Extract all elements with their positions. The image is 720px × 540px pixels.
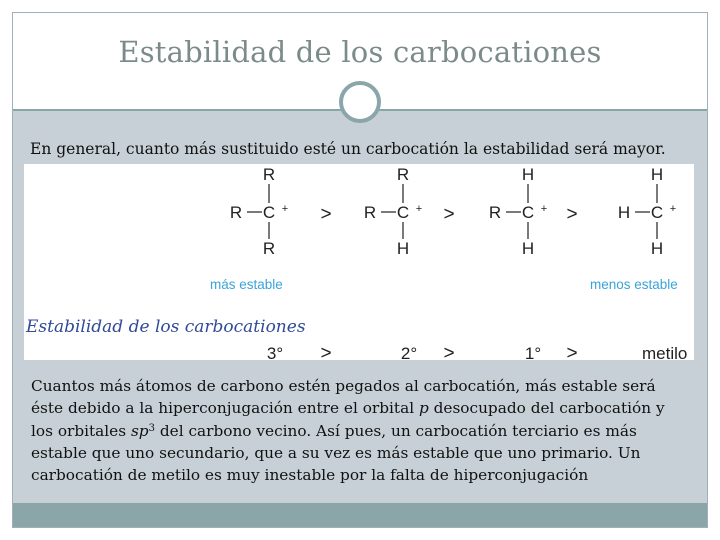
substituent-left: R xyxy=(363,203,377,222)
substituent-bottom: H xyxy=(396,239,410,258)
decorative-circle-icon xyxy=(339,81,381,123)
rank-label: 2° xyxy=(400,344,418,360)
greater-than-sign: > xyxy=(443,204,455,225)
positive-charge: + xyxy=(281,203,289,215)
body-paragraph xyxy=(31,375,691,486)
rank-label: metilo xyxy=(642,344,688,360)
carbon-atom: C xyxy=(650,203,664,222)
intro-text: En general, cuanto más sustituido esté un carbocatión la estabilidad será mayor. xyxy=(30,140,666,158)
carbon-atom: C xyxy=(396,203,410,222)
slide xyxy=(12,12,708,528)
orbital-sp: sp xyxy=(130,421,149,440)
orbital-p: p xyxy=(418,399,429,418)
greater-than-sign: > xyxy=(320,204,332,225)
body-text-2: desocupado del carbocatión y los orbitales xyxy=(31,399,665,440)
rank-greater-than-sign: > xyxy=(443,343,455,360)
greater-than-sign: > xyxy=(566,204,578,225)
substituent-left: R xyxy=(229,203,243,222)
substituent-left: H xyxy=(617,203,631,222)
positive-charge: + xyxy=(415,203,423,215)
substituent-top: H xyxy=(650,165,664,184)
body-text-1: Cuantos más átomos de carbono estén pegados al carbocatión, más estable será éste debido a la hiperconjugación entre el orbital xyxy=(31,377,656,418)
rank-greater-than-sign: > xyxy=(566,343,578,360)
substituent-bottom: R xyxy=(262,239,276,258)
label-most-stable: más estable xyxy=(210,277,283,292)
positive-charge: + xyxy=(669,203,677,215)
footer-bar xyxy=(13,503,707,527)
figure-caption: Estabilidad de los carbocationes xyxy=(26,317,306,337)
orbital-sp-exponent: 3 xyxy=(148,422,155,434)
substituent-bottom: H xyxy=(521,239,535,258)
substituent-top: H xyxy=(521,165,535,184)
body-text-3: del carbono vecino. Así pues, un carbocatión terciario es más estable que uno secundario, que a su vez es más estable que uno primario. Un carbocatión de metilo es muy inestable por la falta de hiperconjugación xyxy=(31,421,641,485)
substituent-top: R xyxy=(262,165,276,184)
rank-greater-than-sign: > xyxy=(320,343,332,360)
carbocation-diagram xyxy=(24,164,694,360)
rank-label: 3° xyxy=(266,344,284,360)
carbon-atom: C xyxy=(262,203,276,222)
substituent-top: R xyxy=(396,165,410,184)
substituent-bottom: H xyxy=(650,239,664,258)
rank-label: 1° xyxy=(524,344,542,360)
slide-title: Estabilidad de los carbocationes xyxy=(118,35,602,69)
carbocation-figure xyxy=(24,164,694,360)
carbon-atom: C xyxy=(521,203,535,222)
label-least-stable: menos estable xyxy=(590,277,678,292)
substituent-left: R xyxy=(488,203,502,222)
positive-charge: + xyxy=(540,203,548,215)
